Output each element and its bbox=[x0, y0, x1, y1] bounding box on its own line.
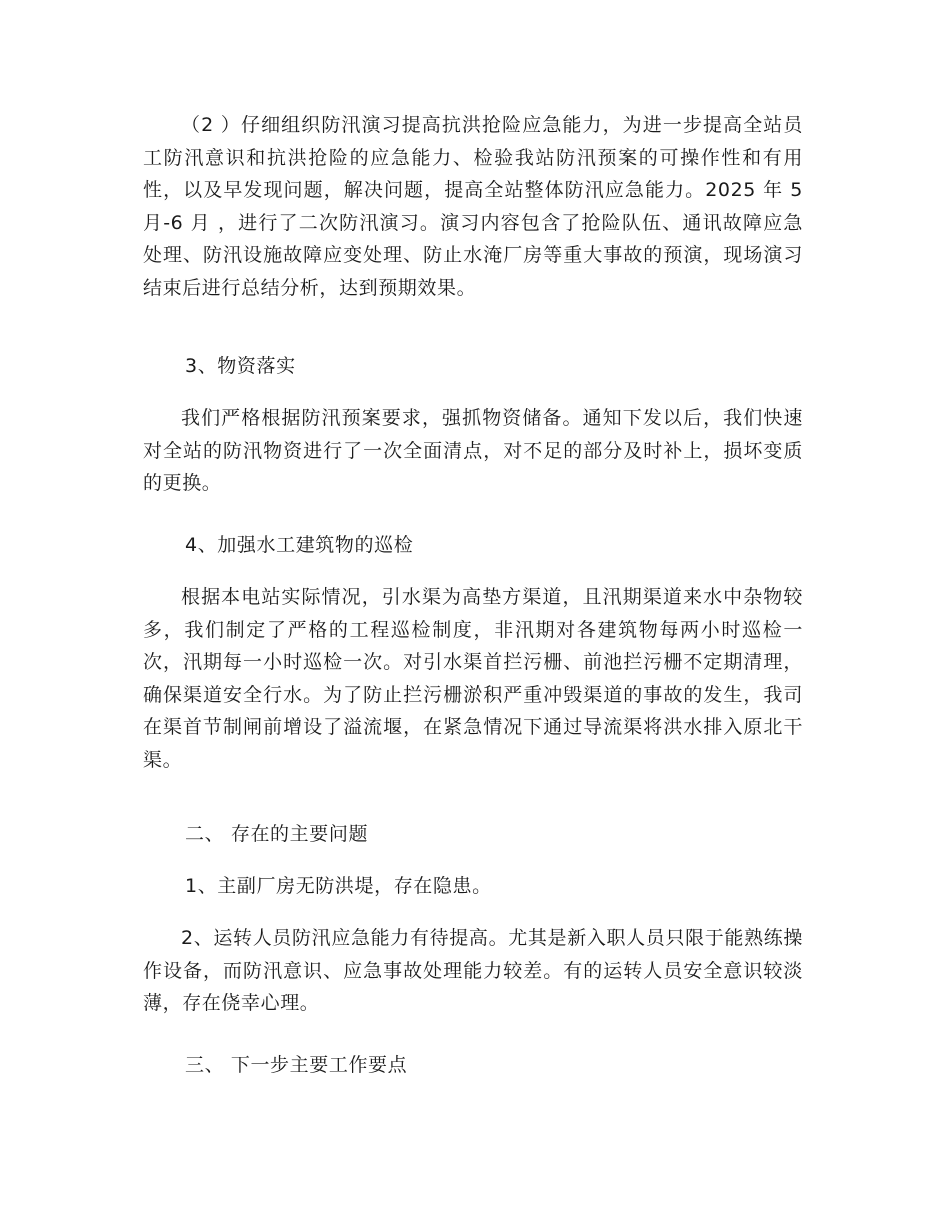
problem-item-1: 1、主副厂房无防洪堤，存在隐患。 bbox=[185, 875, 492, 897]
paragraph-flood-drill: （2 ）仔细组织防汛演习提高抗洪抢险应急能力，为进一步提高全站员工防汛意识和抗洪抢险的应急能力、检验我站防汛预案的可操作性和有用性，以及早发现问题，解决问题，提高全站整体防汛应急能力。2025 年 5 月-6 月 ，进行了二次防汛演习。演习内容包含了抢险队伍、通讯故障应急处理、防汛设施故障应变处理、防止水淹厂房等重大事故的预演，现场演习结束后进行总结分析，达到预期效果。 bbox=[143, 114, 803, 299]
problem-item-2: 2、运转人员防汛应急能力有待提高。尤其是新入职人员只限于能熟练操作设备，而防汛意识、应急事故处理能力较差。有的运转人员安全意识较淡薄，存在侥幸心理。 bbox=[143, 927, 803, 1014]
heading-materials: 3、物资落实 bbox=[185, 355, 296, 377]
heading-inspection: 4、加强水工建筑物的巡检 bbox=[185, 534, 414, 556]
heading-next-steps: 三、 下一步主要工作要点 bbox=[185, 1054, 408, 1076]
paragraph-materials: 我们严格根据防汛预案要求，强抓物资储备。通知下发以后，我们快速对全站的防汛物资进行了一次全面清点，对不足的部分及时补上，损坏变质的更换。 bbox=[143, 407, 803, 494]
heading-main-problems: 二、 存在的主要问题 bbox=[185, 823, 369, 845]
paragraph-inspection: 根据本电站实际情况，引水渠为高垫方渠道，且汛期渠道来水中杂物较多，我们制定了严格的工程巡检制度，非汛期对各建筑物每两小时巡检一次，汛期每一小时巡检一次。对引水渠首拦污栅、前池拦污栅不定期清理，确保渠道安全行水。为了防止拦污栅淤积严重冲毁渠道的事故的发生，我司在渠首节制闸前增设了溢流堰，在紧急情况下通过导流渠将洪水排入原北干渠。 bbox=[143, 586, 803, 771]
